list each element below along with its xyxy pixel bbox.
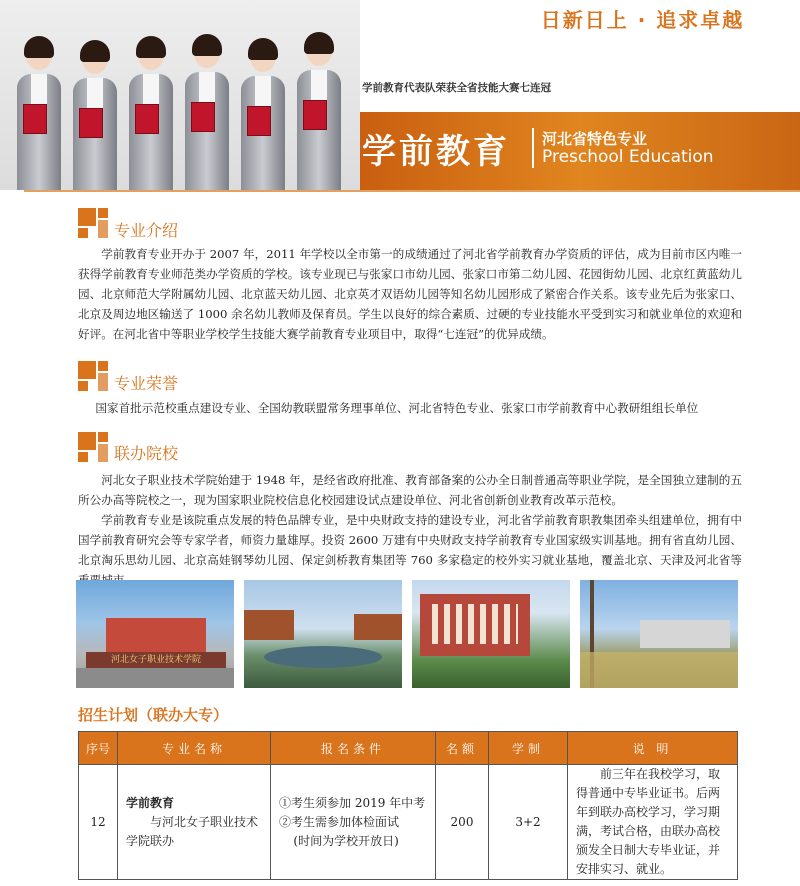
table-row xyxy=(79,765,738,880)
condition: ②考生需参加体检面试 xyxy=(279,814,400,829)
section-square-icon xyxy=(78,208,108,238)
col-header: 名额 xyxy=(436,732,489,765)
student-figure xyxy=(238,42,288,190)
campus-photos xyxy=(76,580,740,688)
campus-photo xyxy=(244,580,402,688)
col-header: 序号 xyxy=(79,732,118,765)
major-line: 与河北女子职业技术 xyxy=(150,814,259,829)
campus-photo xyxy=(412,580,570,688)
student-figure xyxy=(294,36,344,190)
col-header: 报名条件 xyxy=(271,732,436,765)
hero-caption: 学前教育代表队荣获全省技能大赛七连冠 xyxy=(362,82,551,94)
student-figure xyxy=(126,40,176,190)
partner-text xyxy=(78,470,742,590)
section-title-intro: 专业介绍 xyxy=(114,221,179,240)
cell-conditions xyxy=(271,765,436,880)
condition: (时间为学校开放日) xyxy=(293,833,399,848)
hero-photo xyxy=(0,0,360,190)
paragraph: 学前教育专业开办于 2007 年，2011 年学校以全市第一的成绩通过了河北省学前教育办学资质的评估，成为目前市区内唯一获得学前教育专业师范类办学资质的学校。该专业现已与张家口市幼儿园、张家口市第二幼儿园、花园街幼儿园、北京红黄蓝幼儿园、北京师范大学附属幼儿园、北京蓝天幼儿园、北京英才双语幼儿园等知名幼儿园形成了紧密合作关系。该专业先后为张家口、北京及周边地区输送了 1000 余名幼儿教师及保育员。学生以良好的综合素质、过硬的专业技能水平受到实习和就业单位的欢迎和好评。在河北省中等职业学校学生技能大赛学前教育专业项目中，取得“七连冠”的优异成绩。 xyxy=(78,247,742,341)
hero-banner xyxy=(0,0,800,190)
section-square-icon xyxy=(78,432,108,462)
student-figure xyxy=(182,38,232,190)
cell-note: 前三年在我校学习，取得普通中专毕业证书。后两年到联办高校学习，学习期满，考试合格，由联办高校颁发全日制大专毕业证，并安排实习、就业。 xyxy=(568,765,738,880)
col-header: 说 明 xyxy=(568,732,738,765)
col-header: 学制 xyxy=(489,732,568,765)
major-title: 学前教育 xyxy=(126,795,175,810)
section-title-honors: 专业荣誉 xyxy=(114,374,179,393)
honors-text xyxy=(78,398,742,418)
gate-sign: 河北女子职业技术学院 xyxy=(86,652,226,668)
campus-photo xyxy=(76,580,234,688)
intro-text xyxy=(78,244,742,344)
cell-quota: 200 xyxy=(436,765,489,880)
paragraph: 国家首批示范校重点建设专业、全国幼教联盟常务理事单位、河北省特色专业、张家口市学前教育中心教研组组长单位 xyxy=(95,401,699,415)
paragraph: 河北女子职业技术学院始建于 1948 年，是经省政府批准、教育部备案的公办全日制普通高等职业学院，是全国独立建制的五所公办高等院校之一，现为国家职业院校信息化校园建设试点建设单位、河北省创新创业教育改革示范校。 xyxy=(78,473,742,507)
cell-no: 12 xyxy=(79,765,118,880)
table-header-row xyxy=(79,732,738,765)
header-divider xyxy=(24,190,800,192)
band-divider xyxy=(532,128,534,168)
paragraph: 学前教育专业是该院重点发展的特色品牌专业，是中央财政支持的建设专业，河北省学前教育职教集团牵头组建单位，拥有中国学前教育研究会等专家学者，师资力量雄厚。投资 2600 万建有中央财政支持学前教育专业国家级实训基地。拥有省直幼儿园、北京淘乐思幼儿园、北京高娃钢琴幼儿园、保定剑桥教育集团等 760 多家稳定的校外实习就业基地，覆盖北京、天津及河北省等 xyxy=(78,513,742,567)
page-title: 学前教育 xyxy=(362,132,510,172)
condition: ①考生须参加 2019 年中考 xyxy=(279,795,426,810)
section-title-partner: 联办院校 xyxy=(114,444,179,463)
subtitle-en: Preschool Education xyxy=(542,147,714,167)
cell-major xyxy=(118,765,271,880)
col-header: 专业名称 xyxy=(118,732,271,765)
subtitle-cn: 河北省特色专业 xyxy=(542,130,648,148)
enrollment-table xyxy=(78,731,738,880)
section-square-icon xyxy=(78,361,108,391)
plan-title: 招生计划（联办大专） xyxy=(78,706,229,724)
slogan: 日新日上 · 追求卓越 xyxy=(540,8,745,32)
campus-photo xyxy=(580,580,738,688)
major-line: 学院联办 xyxy=(126,833,175,848)
cell-duration: 3+2 xyxy=(489,765,568,880)
student-figure xyxy=(14,40,64,190)
student-figure xyxy=(70,44,120,190)
